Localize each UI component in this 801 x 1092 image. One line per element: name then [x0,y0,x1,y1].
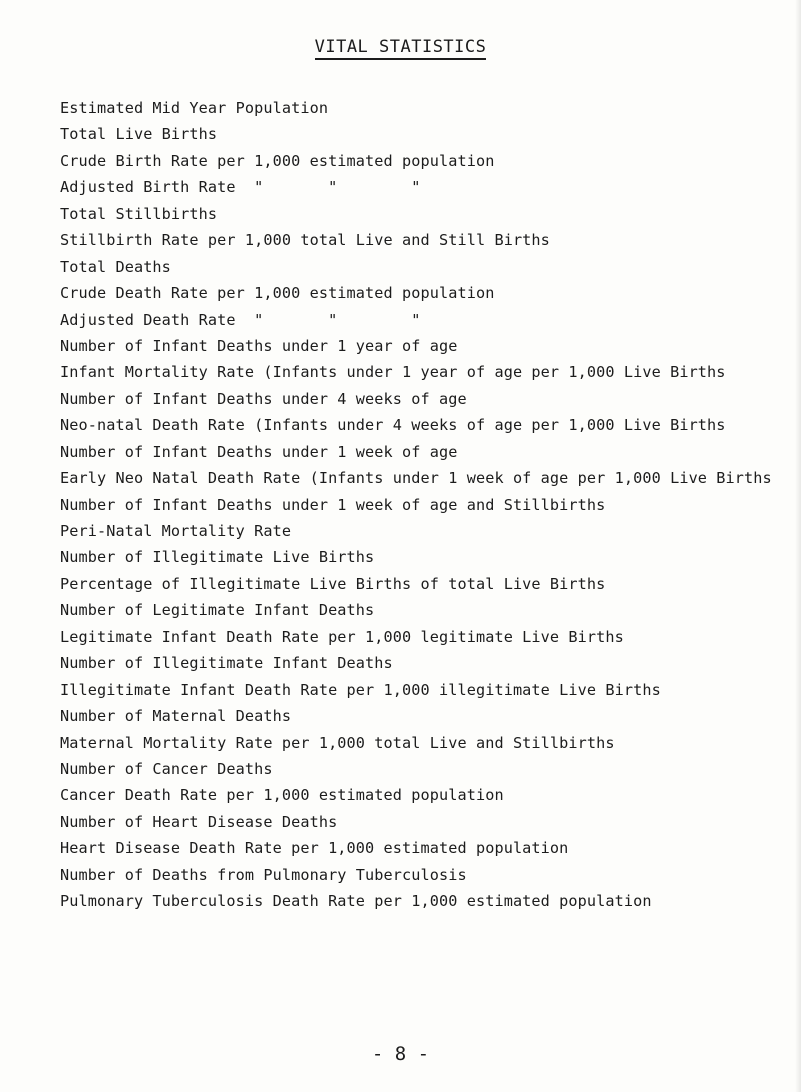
statistic-line: Total Live Births [60,125,218,144]
statistic-line: Neo-natal Death Rate (Infants under 4 weeks of age per 1,000 Live Births [60,416,726,435]
statistic-line: Number of Heart Disease Deaths [60,812,338,831]
statistics-list [60,98,801,918]
statistic-line: Early Neo Natal Death Rate (Infants under 1 week of age per 1,000 Live Births [60,469,772,488]
statistic-line: Number of Illegitimate Live Births [60,548,375,567]
statistic-line: Total Deaths [60,257,171,276]
page-title-text: VITAL STATISTICS [315,37,487,60]
statistic-line: Number of Infant Deaths under 1 week of age and Stillbirths [60,495,606,514]
statistic-line: Number of Infant Deaths under 1 week of age [60,442,458,461]
statistic-line: Number of Cancer Deaths [60,759,273,778]
statistic-line: Legitimate Infant Death Rate per 1,000 legitimate Live Births [60,627,624,646]
statistic-line: Percentage of Illegitimate Live Births of total Live Births [60,574,606,593]
statistic-line: Number of Deaths from Pulmonary Tuberculosis [60,865,467,884]
statistic-line: Total Stillbirths [60,204,218,223]
statistic-line: Number of Legitimate Infant Deaths [60,601,375,620]
statistic-line: Peri-Natal Mortality Rate [60,522,292,540]
statistic-line: Infant Mortality Rate (Infants under 1 year of age per 1,000 Live Births [60,363,726,382]
statistic-line: Maternal Mortality Rate per 1,000 total Live and Stillbirths [60,733,615,752]
page-number: - 8 - [371,1043,430,1065]
statistic-line: Illegitimate Infant Death Rate per 1,000 illegitimate Live Births [60,680,661,699]
statistic-line: Number of Maternal Deaths [60,707,292,726]
statistic-line: Pulmonary Tuberculosis Death Rate per 1,000 estimated population [60,892,652,911]
statistic-line: Stillbirth Rate per 1,000 total Live and Still Births [60,231,550,250]
page-title [0,37,801,57]
statistic-line: Cancer Death Rate per 1,000 estimated population [60,786,504,805]
statistic-line: Heart Disease Death Rate per 1,000 estimated population [60,839,569,858]
statistic-line: Crude Death Rate per 1,000 estimated population [60,284,495,303]
statistic-line: Number of Infant Deaths under 1 year of age [60,336,458,355]
statistic-line: Number of Illegitimate Infant Deaths [60,654,393,673]
statistic-line: Crude Birth Rate per 1,000 estimated population [60,151,495,170]
statistic-line: Estimated Mid Year Population [60,99,329,117]
page-edge-shadow [795,0,801,1092]
statistic-line: Number of Infant Deaths under 4 weeks of age [60,389,467,408]
statistic-line: Adjusted Birth Rate " " " [60,178,421,197]
statistic-line: Adjusted Death Rate " " " [60,310,421,329]
